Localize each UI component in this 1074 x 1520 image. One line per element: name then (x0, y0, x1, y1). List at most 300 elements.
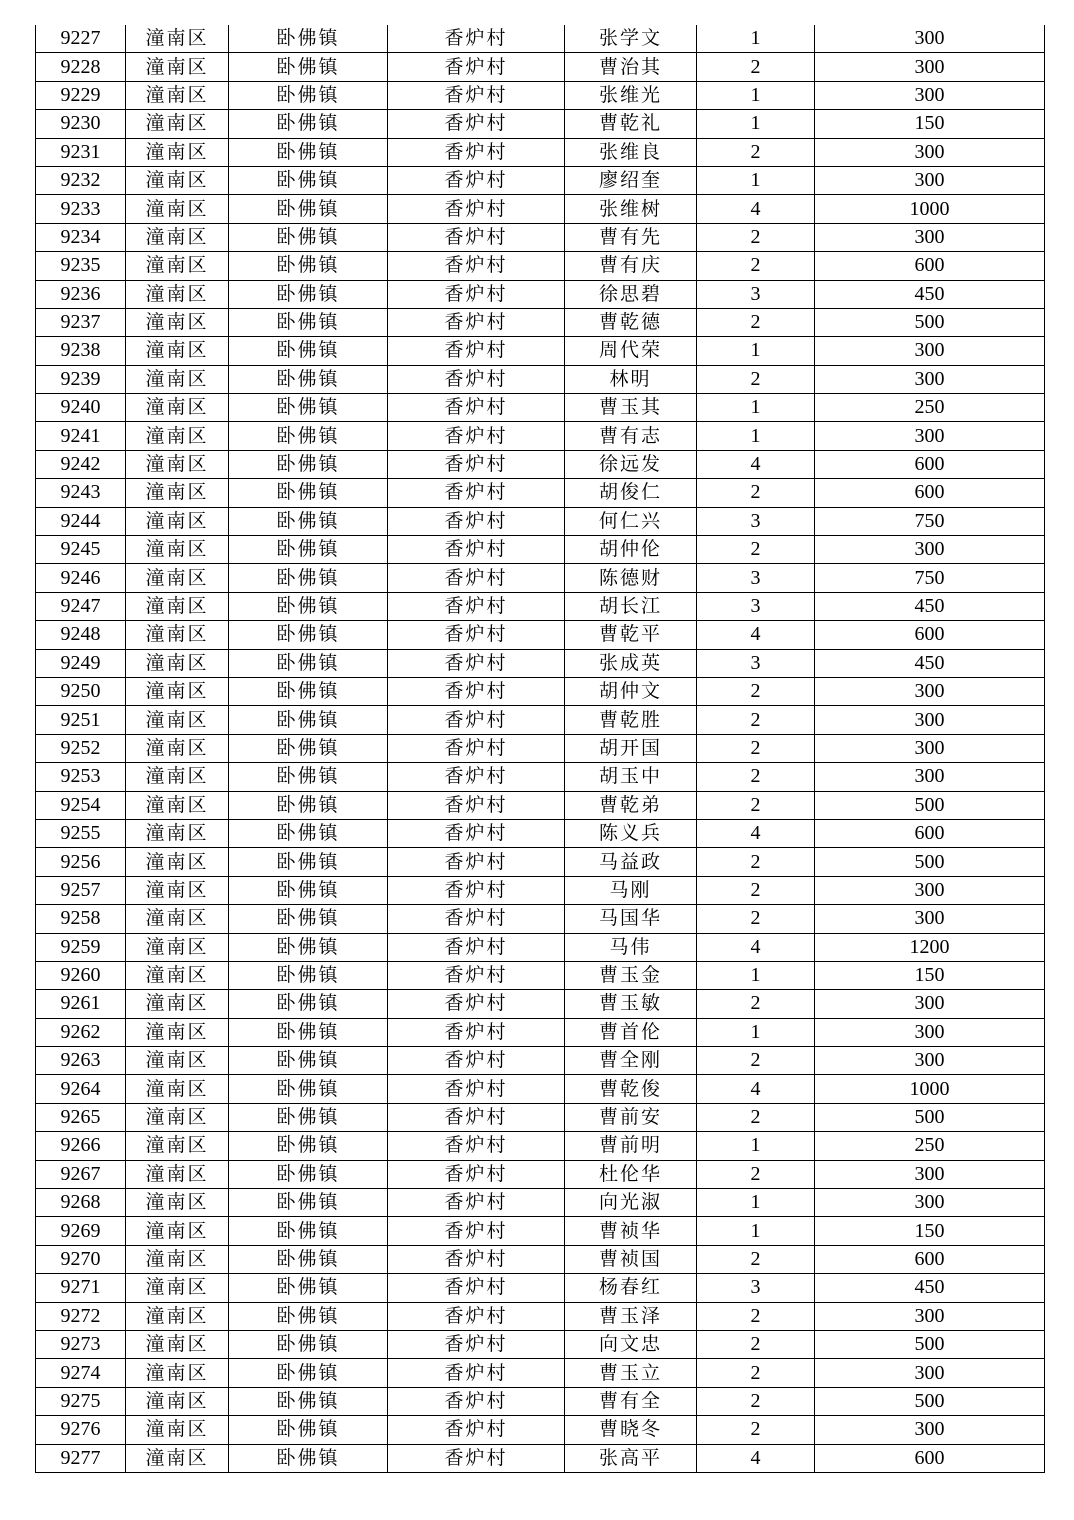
name-cell: 曹乾德 (565, 308, 697, 336)
district-cell: 潼南区 (126, 905, 229, 933)
table-row (36, 1387, 1045, 1415)
row-number-cell: 9253 (36, 763, 126, 791)
row-number-cell: 9262 (36, 1018, 126, 1046)
district-cell: 潼南区 (126, 1274, 229, 1302)
row-number-cell: 9229 (36, 81, 126, 109)
town-cell: 卧佛镇 (229, 621, 388, 649)
district-cell: 潼南区 (126, 961, 229, 989)
row-number-cell: 9251 (36, 706, 126, 734)
amount-cell: 600 (815, 621, 1045, 649)
table-row (36, 848, 1045, 876)
household-count-cell: 4 (697, 933, 815, 961)
town-cell: 卧佛镇 (229, 706, 388, 734)
household-count-cell: 1 (697, 25, 815, 53)
village-cell: 香炉村 (388, 1245, 565, 1273)
table-row (36, 905, 1045, 933)
row-number-cell: 9255 (36, 819, 126, 847)
town-cell: 卧佛镇 (229, 365, 388, 393)
name-cell: 张维树 (565, 195, 697, 223)
village-cell: 香炉村 (388, 933, 565, 961)
household-count-cell: 2 (697, 1330, 815, 1358)
village-cell: 香炉村 (388, 280, 565, 308)
row-number-cell: 9256 (36, 848, 126, 876)
row-number-cell: 9275 (36, 1387, 126, 1415)
district-cell: 潼南区 (126, 1189, 229, 1217)
village-cell: 香炉村 (388, 649, 565, 677)
name-cell: 曹玉其 (565, 394, 697, 422)
amount-cell: 600 (815, 479, 1045, 507)
town-cell: 卧佛镇 (229, 252, 388, 280)
district-cell: 潼南区 (126, 25, 229, 53)
data-table (35, 25, 1045, 1473)
table-row (36, 876, 1045, 904)
row-number-cell: 9231 (36, 138, 126, 166)
district-cell: 潼南区 (126, 819, 229, 847)
household-count-cell: 2 (697, 53, 815, 81)
row-number-cell: 9263 (36, 1047, 126, 1075)
row-number-cell: 9259 (36, 933, 126, 961)
amount-cell: 600 (815, 450, 1045, 478)
table-row (36, 252, 1045, 280)
table-row (36, 819, 1045, 847)
table-row (36, 592, 1045, 620)
town-cell: 卧佛镇 (229, 507, 388, 535)
district-cell: 潼南区 (126, 422, 229, 450)
row-number-cell: 9254 (36, 791, 126, 819)
row-number-cell: 9269 (36, 1217, 126, 1245)
row-number-cell: 9236 (36, 280, 126, 308)
table-row (36, 961, 1045, 989)
amount-cell: 450 (815, 280, 1045, 308)
amount-cell: 250 (815, 1132, 1045, 1160)
village-cell: 香炉村 (388, 1103, 565, 1131)
name-cell: 曹全刚 (565, 1047, 697, 1075)
district-cell: 潼南区 (126, 1132, 229, 1160)
table-row (36, 536, 1045, 564)
amount-cell: 500 (815, 1387, 1045, 1415)
amount-cell: 300 (815, 536, 1045, 564)
amount-cell: 750 (815, 564, 1045, 592)
village-cell: 香炉村 (388, 1387, 565, 1415)
district-cell: 潼南区 (126, 1018, 229, 1046)
village-cell: 香炉村 (388, 394, 565, 422)
table-row (36, 621, 1045, 649)
household-count-cell: 1 (697, 81, 815, 109)
amount-cell: 750 (815, 507, 1045, 535)
amount-cell: 300 (815, 677, 1045, 705)
name-cell: 胡玉中 (565, 763, 697, 791)
district-cell: 潼南区 (126, 1047, 229, 1075)
town-cell: 卧佛镇 (229, 223, 388, 251)
district-cell: 潼南区 (126, 110, 229, 138)
village-cell: 香炉村 (388, 876, 565, 904)
name-cell: 曹玉敏 (565, 990, 697, 1018)
name-cell: 向光淑 (565, 1189, 697, 1217)
district-cell: 潼南区 (126, 166, 229, 194)
district-cell: 潼南区 (126, 621, 229, 649)
village-cell: 香炉村 (388, 961, 565, 989)
table-body (36, 25, 1045, 1472)
name-cell: 胡仲文 (565, 677, 697, 705)
village-cell: 香炉村 (388, 1359, 565, 1387)
row-number-cell: 9276 (36, 1416, 126, 1444)
town-cell: 卧佛镇 (229, 479, 388, 507)
town-cell: 卧佛镇 (229, 1245, 388, 1273)
name-cell: 曹治其 (565, 53, 697, 81)
household-count-cell: 2 (697, 479, 815, 507)
village-cell: 香炉村 (388, 1018, 565, 1046)
town-cell: 卧佛镇 (229, 1416, 388, 1444)
name-cell: 杨春红 (565, 1274, 697, 1302)
amount-cell: 300 (815, 876, 1045, 904)
village-cell: 香炉村 (388, 308, 565, 336)
name-cell: 杜伦华 (565, 1160, 697, 1188)
town-cell: 卧佛镇 (229, 1103, 388, 1131)
amount-cell: 1000 (815, 1075, 1045, 1103)
town-cell: 卧佛镇 (229, 110, 388, 138)
district-cell: 潼南区 (126, 933, 229, 961)
town-cell: 卧佛镇 (229, 905, 388, 933)
district-cell: 潼南区 (126, 592, 229, 620)
town-cell: 卧佛镇 (229, 961, 388, 989)
village-cell: 香炉村 (388, 905, 565, 933)
table-row (36, 677, 1045, 705)
row-number-cell: 9273 (36, 1330, 126, 1358)
amount-cell: 300 (815, 25, 1045, 53)
name-cell: 曹乾胜 (565, 706, 697, 734)
town-cell: 卧佛镇 (229, 422, 388, 450)
household-count-cell: 4 (697, 1444, 815, 1472)
household-count-cell: 2 (697, 536, 815, 564)
district-cell: 潼南区 (126, 280, 229, 308)
row-number-cell: 9266 (36, 1132, 126, 1160)
household-count-cell: 1 (697, 110, 815, 138)
household-count-cell: 3 (697, 592, 815, 620)
table-row (36, 706, 1045, 734)
village-cell: 香炉村 (388, 848, 565, 876)
table-row (36, 422, 1045, 450)
amount-cell: 250 (815, 394, 1045, 422)
district-cell: 潼南区 (126, 990, 229, 1018)
household-count-cell: 2 (697, 734, 815, 762)
town-cell: 卧佛镇 (229, 536, 388, 564)
household-count-cell: 2 (697, 1416, 815, 1444)
amount-cell: 300 (815, 1160, 1045, 1188)
table-row (36, 394, 1045, 422)
amount-cell: 300 (815, 422, 1045, 450)
household-count-cell: 2 (697, 1103, 815, 1131)
town-cell: 卧佛镇 (229, 25, 388, 53)
village-cell: 香炉村 (388, 1047, 565, 1075)
district-cell: 潼南区 (126, 1330, 229, 1358)
amount-cell: 500 (815, 1330, 1045, 1358)
district-cell: 潼南区 (126, 479, 229, 507)
row-number-cell: 9243 (36, 479, 126, 507)
town-cell: 卧佛镇 (229, 848, 388, 876)
row-number-cell: 9242 (36, 450, 126, 478)
table-row (36, 1444, 1045, 1472)
household-count-cell: 2 (697, 1245, 815, 1273)
name-cell: 曹乾俊 (565, 1075, 697, 1103)
amount-cell: 300 (815, 1047, 1045, 1075)
amount-cell: 500 (815, 1103, 1045, 1131)
district-cell: 潼南区 (126, 1444, 229, 1472)
household-count-cell: 2 (697, 1160, 815, 1188)
amount-cell: 300 (815, 81, 1045, 109)
town-cell: 卧佛镇 (229, 394, 388, 422)
village-cell: 香炉村 (388, 110, 565, 138)
amount-cell: 600 (815, 1245, 1045, 1273)
household-count-cell: 2 (697, 990, 815, 1018)
row-number-cell: 9233 (36, 195, 126, 223)
town-cell: 卧佛镇 (229, 933, 388, 961)
amount-cell: 300 (815, 1189, 1045, 1217)
village-cell: 香炉村 (388, 1416, 565, 1444)
table-row (36, 1047, 1045, 1075)
row-number-cell: 9232 (36, 166, 126, 194)
name-cell: 曹首伦 (565, 1018, 697, 1046)
town-cell: 卧佛镇 (229, 1302, 388, 1330)
table-row (36, 649, 1045, 677)
row-number-cell: 9264 (36, 1075, 126, 1103)
district-cell: 潼南区 (126, 649, 229, 677)
village-cell: 香炉村 (388, 166, 565, 194)
row-number-cell: 9277 (36, 1444, 126, 1472)
row-number-cell: 9245 (36, 536, 126, 564)
district-cell: 潼南区 (126, 81, 229, 109)
household-count-cell: 1 (697, 166, 815, 194)
village-cell: 香炉村 (388, 337, 565, 365)
name-cell: 曹有全 (565, 1387, 697, 1415)
table-row (36, 1075, 1045, 1103)
amount-cell: 600 (815, 1444, 1045, 1472)
household-count-cell: 4 (697, 819, 815, 847)
name-cell: 向文忠 (565, 1330, 697, 1358)
village-cell: 香炉村 (388, 1444, 565, 1472)
town-cell: 卧佛镇 (229, 1330, 388, 1358)
town-cell: 卧佛镇 (229, 1160, 388, 1188)
village-cell: 香炉村 (388, 1189, 565, 1217)
village-cell: 香炉村 (388, 536, 565, 564)
table-row (36, 138, 1045, 166)
row-number-cell: 9252 (36, 734, 126, 762)
village-cell: 香炉村 (388, 479, 565, 507)
name-cell: 马国华 (565, 905, 697, 933)
district-cell: 潼南区 (126, 734, 229, 762)
table-row (36, 166, 1045, 194)
household-count-cell: 2 (697, 1047, 815, 1075)
village-cell: 香炉村 (388, 1160, 565, 1188)
table-row (36, 110, 1045, 138)
household-count-cell: 4 (697, 621, 815, 649)
table-row (36, 1274, 1045, 1302)
table-row (36, 280, 1045, 308)
table-row (36, 337, 1045, 365)
row-number-cell: 9261 (36, 990, 126, 1018)
district-cell: 潼南区 (126, 195, 229, 223)
table-row (36, 1132, 1045, 1160)
village-cell: 香炉村 (388, 223, 565, 251)
town-cell: 卧佛镇 (229, 337, 388, 365)
village-cell: 香炉村 (388, 1075, 565, 1103)
district-cell: 潼南区 (126, 1387, 229, 1415)
household-count-cell: 2 (697, 1387, 815, 1415)
household-count-cell: 2 (697, 905, 815, 933)
village-cell: 香炉村 (388, 791, 565, 819)
amount-cell: 300 (815, 138, 1045, 166)
district-cell: 潼南区 (126, 1217, 229, 1245)
household-count-cell: 2 (697, 677, 815, 705)
table-row (36, 1245, 1045, 1273)
town-cell: 卧佛镇 (229, 1189, 388, 1217)
name-cell: 胡长江 (565, 592, 697, 620)
name-cell: 胡开国 (565, 734, 697, 762)
household-count-cell: 1 (697, 337, 815, 365)
name-cell: 马伟 (565, 933, 697, 961)
table-row (36, 53, 1045, 81)
table-row (36, 81, 1045, 109)
row-number-cell: 9237 (36, 308, 126, 336)
table-row (36, 25, 1045, 53)
district-cell: 潼南区 (126, 252, 229, 280)
household-count-cell: 2 (697, 791, 815, 819)
table-row (36, 195, 1045, 223)
row-number-cell: 9234 (36, 223, 126, 251)
town-cell: 卧佛镇 (229, 990, 388, 1018)
village-cell: 香炉村 (388, 1274, 565, 1302)
row-number-cell: 9246 (36, 564, 126, 592)
name-cell: 张高平 (565, 1444, 697, 1472)
name-cell: 曹有庆 (565, 252, 697, 280)
household-count-cell: 3 (697, 564, 815, 592)
name-cell: 马刚 (565, 876, 697, 904)
household-count-cell: 2 (697, 308, 815, 336)
name-cell: 林明 (565, 365, 697, 393)
district-cell: 潼南区 (126, 848, 229, 876)
town-cell: 卧佛镇 (229, 592, 388, 620)
town-cell: 卧佛镇 (229, 1018, 388, 1046)
district-cell: 潼南区 (126, 1302, 229, 1330)
name-cell: 曹祯国 (565, 1245, 697, 1273)
amount-cell: 300 (815, 223, 1045, 251)
row-number-cell: 9249 (36, 649, 126, 677)
town-cell: 卧佛镇 (229, 195, 388, 223)
household-count-cell: 2 (697, 763, 815, 791)
table-row (36, 564, 1045, 592)
amount-cell: 300 (815, 990, 1045, 1018)
amount-cell: 450 (815, 1274, 1045, 1302)
village-cell: 香炉村 (388, 81, 565, 109)
town-cell: 卧佛镇 (229, 734, 388, 762)
name-cell: 廖绍奎 (565, 166, 697, 194)
village-cell: 香炉村 (388, 621, 565, 649)
amount-cell: 450 (815, 649, 1045, 677)
village-cell: 香炉村 (388, 1302, 565, 1330)
amount-cell: 300 (815, 53, 1045, 81)
district-cell: 潼南区 (126, 1103, 229, 1131)
name-cell: 曹玉立 (565, 1359, 697, 1387)
village-cell: 香炉村 (388, 592, 565, 620)
row-number-cell: 9271 (36, 1274, 126, 1302)
village-cell: 香炉村 (388, 53, 565, 81)
household-count-cell: 1 (697, 422, 815, 450)
row-number-cell: 9258 (36, 905, 126, 933)
district-cell: 潼南区 (126, 677, 229, 705)
row-number-cell: 9238 (36, 337, 126, 365)
name-cell: 曹前安 (565, 1103, 697, 1131)
table-row (36, 1416, 1045, 1444)
table-row (36, 479, 1045, 507)
town-cell: 卧佛镇 (229, 1274, 388, 1302)
district-cell: 潼南区 (126, 763, 229, 791)
table-row (36, 1018, 1045, 1046)
name-cell: 陈德财 (565, 564, 697, 592)
row-number-cell: 9257 (36, 876, 126, 904)
name-cell: 张维良 (565, 138, 697, 166)
name-cell: 胡俊仁 (565, 479, 697, 507)
amount-cell: 500 (815, 308, 1045, 336)
table-row (36, 223, 1045, 251)
row-number-cell: 9228 (36, 53, 126, 81)
name-cell: 胡仲伦 (565, 536, 697, 564)
district-cell: 潼南区 (126, 223, 229, 251)
amount-cell: 300 (815, 337, 1045, 365)
name-cell: 周代荣 (565, 337, 697, 365)
village-cell: 香炉村 (388, 422, 565, 450)
amount-cell: 300 (815, 734, 1045, 762)
town-cell: 卧佛镇 (229, 1132, 388, 1160)
district-cell: 潼南区 (126, 564, 229, 592)
name-cell: 曹有志 (565, 422, 697, 450)
village-cell: 香炉村 (388, 450, 565, 478)
district-cell: 潼南区 (126, 394, 229, 422)
row-number-cell: 9270 (36, 1245, 126, 1273)
name-cell: 曹乾礼 (565, 110, 697, 138)
district-cell: 潼南区 (126, 308, 229, 336)
town-cell: 卧佛镇 (229, 280, 388, 308)
town-cell: 卧佛镇 (229, 649, 388, 677)
row-number-cell: 9240 (36, 394, 126, 422)
district-cell: 潼南区 (126, 138, 229, 166)
district-cell: 潼南区 (126, 1359, 229, 1387)
row-number-cell: 9247 (36, 592, 126, 620)
village-cell: 香炉村 (388, 1217, 565, 1245)
row-number-cell: 9248 (36, 621, 126, 649)
name-cell: 曹有先 (565, 223, 697, 251)
town-cell: 卧佛镇 (229, 81, 388, 109)
row-number-cell: 9267 (36, 1160, 126, 1188)
village-cell: 香炉村 (388, 819, 565, 847)
town-cell: 卧佛镇 (229, 1217, 388, 1245)
household-count-cell: 4 (697, 1075, 815, 1103)
table-row (36, 990, 1045, 1018)
household-count-cell: 4 (697, 195, 815, 223)
household-count-cell: 1 (697, 1018, 815, 1046)
district-cell: 潼南区 (126, 1416, 229, 1444)
district-cell: 潼南区 (126, 450, 229, 478)
town-cell: 卧佛镇 (229, 677, 388, 705)
town-cell: 卧佛镇 (229, 1075, 388, 1103)
village-cell: 香炉村 (388, 507, 565, 535)
household-count-cell: 2 (697, 1302, 815, 1330)
village-cell: 香炉村 (388, 990, 565, 1018)
table-row (36, 734, 1045, 762)
table-row (36, 1160, 1045, 1188)
household-count-cell: 2 (697, 848, 815, 876)
household-count-cell: 3 (697, 507, 815, 535)
name-cell: 张维光 (565, 81, 697, 109)
district-cell: 潼南区 (126, 365, 229, 393)
